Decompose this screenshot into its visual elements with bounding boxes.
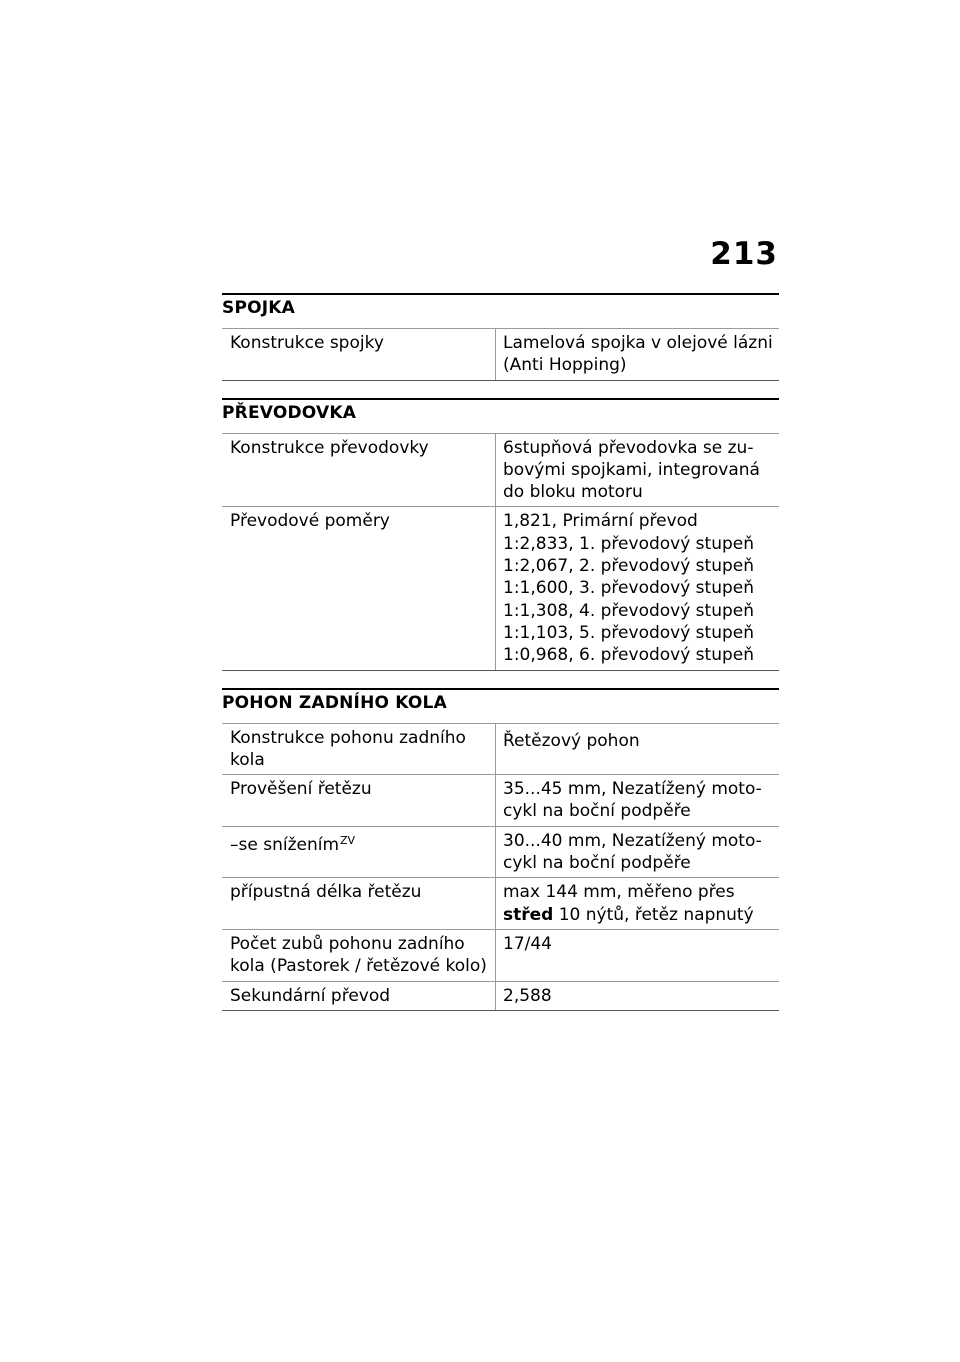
- value-line: 1:1,103, 5. převodový stupeň: [503, 622, 755, 643]
- value-line: 1:1,308, 4. převodový stupeň: [503, 600, 755, 621]
- value-line: 1:0,968, 6. převodový stupeň: [503, 645, 755, 666]
- value-rest: 10 nýtů, řetěz napnutý: [553, 904, 754, 925]
- spec-table: [222, 433, 779, 671]
- spec-value: [496, 826, 780, 878]
- spec-table: [222, 723, 779, 1011]
- value-line: (Anti Hopping): [503, 355, 627, 376]
- label-text: –se snížením: [230, 834, 340, 855]
- value-line: [503, 904, 775, 926]
- value-line: 35...45 mm, Nezatížený moto-: [503, 779, 762, 800]
- value-line: max 144 mm, měřeno přes: [503, 882, 735, 903]
- value-line: 1,821, Primární převod: [503, 511, 698, 532]
- spec-label: [222, 723, 496, 775]
- bold-term: střed: [503, 904, 554, 925]
- spec-label: Konstrukce spojky: [222, 329, 496, 381]
- value-line: do bloku motoru: [503, 482, 643, 503]
- table-row: [222, 826, 779, 878]
- section-title: PŘEVODOVKA: [222, 398, 779, 433]
- spec-value: [496, 329, 780, 381]
- value-line: 17/44: [503, 933, 552, 954]
- value-line: 1:2,833, 1. převodový stupeň: [503, 533, 755, 554]
- spec-label: [222, 826, 496, 878]
- value-line: 6stupňová převodovka se zu-: [503, 437, 754, 458]
- table-row: [222, 775, 779, 827]
- label-line: kola (Pastorek / řetězové kolo): [230, 956, 487, 977]
- section-title: POHON ZADNÍHO KOLA: [222, 688, 779, 723]
- value-line: 1:2,067, 2. převodový stupeň: [503, 556, 755, 577]
- section-clutch: [222, 293, 779, 381]
- spec-label: přípustná délka řetězu: [222, 878, 496, 930]
- table-row: [222, 507, 779, 670]
- value-line: 30...40 mm, Nezatížený moto-: [503, 830, 762, 851]
- label-line: kola: [230, 749, 265, 770]
- table-row: [222, 329, 779, 381]
- spec-label: Převodové poměry: [222, 507, 496, 670]
- spec-label: Prověšení řetězu: [222, 775, 496, 827]
- spec-table: [222, 328, 779, 381]
- spec-value: [496, 981, 780, 1010]
- value-line: cykl na boční podpěře: [503, 801, 691, 822]
- section-title: SPOJKA: [222, 293, 779, 328]
- section-gearbox: [222, 398, 779, 671]
- spec-label: [222, 929, 496, 981]
- table-row: [222, 929, 779, 981]
- value-line: Řetězový pohon: [503, 730, 640, 751]
- option-superscript: ZV: [340, 833, 356, 847]
- page-number: 213: [710, 236, 778, 272]
- label-line: Konstrukce pohonu zadního: [230, 727, 466, 748]
- spec-value: [496, 507, 780, 670]
- value-line: Lamelová spojka v olejové lázni: [503, 333, 773, 353]
- spec-value: [496, 775, 780, 827]
- spec-value: [496, 723, 780, 775]
- table-row: [222, 723, 779, 775]
- value-line: cykl na boční podpěře: [503, 853, 691, 874]
- value-line: bovými spojkami, integrovaná: [503, 459, 760, 480]
- spec-value: [496, 878, 780, 930]
- label-line: Počet zubů pohonu zadního: [230, 933, 465, 954]
- spec-label: Sekundární převod: [222, 981, 496, 1010]
- value-line: 2,588: [503, 985, 552, 1006]
- section-rear-wheel-drive: [222, 688, 779, 1011]
- table-row: [222, 981, 779, 1010]
- table-row: [222, 878, 779, 930]
- spec-content: [222, 293, 779, 1028]
- spec-value: [496, 929, 780, 981]
- table-row: [222, 433, 779, 507]
- spec-value: [496, 433, 780, 507]
- spec-label: Konstrukce převodovky: [222, 433, 496, 507]
- value-line: 1:1,600, 3. převodový stupeň: [503, 578, 755, 599]
